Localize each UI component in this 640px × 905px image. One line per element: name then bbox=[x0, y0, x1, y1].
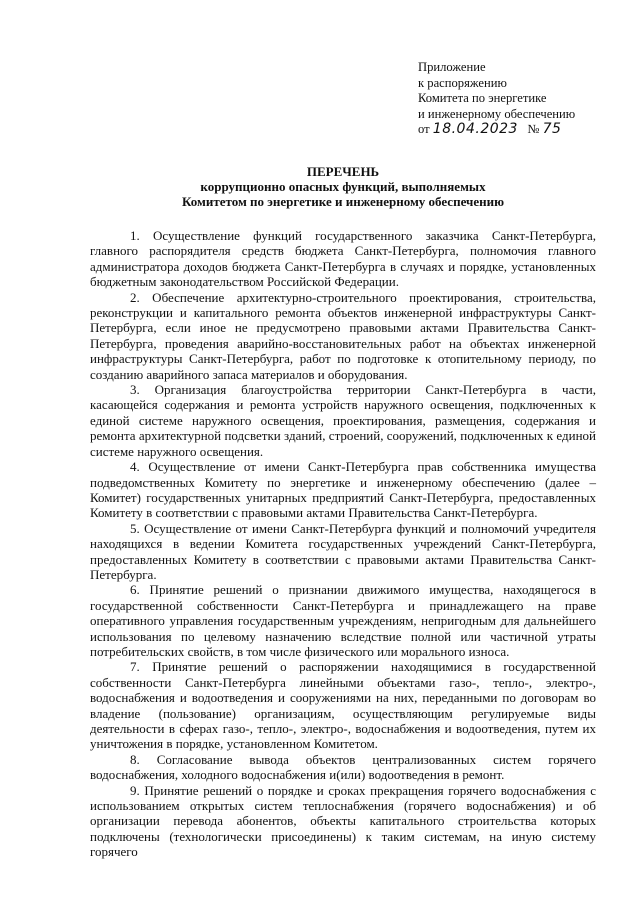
list-item-1: 1. Осуществление функций государственного заказчика Санкт-Петербурга, главного распорядителя средств бюджета Санкт-Петербурга, полномочия главного администратора доходов бюджета Санкт-Петербурга в случаях и порядке, установленных бюджетным законодательством Российской Федерации. bbox=[90, 228, 596, 290]
handwritten-number: 75 bbox=[542, 121, 562, 138]
list-item-9: 9. Принятие решений о порядке и сроках прекращения горячего водоснабжения с использованием открытых систем теплоснабжения (горячего водоснабжения) и об организации перевода абонентов, объекты капитального строительства которых подключены (технологически присоединены) к таким системам, на иную систему горячего bbox=[90, 782, 596, 860]
appendix-line-2: к распоряжению bbox=[418, 75, 507, 90]
appendix-line-3: Комитета по энергетике bbox=[418, 91, 547, 106]
document-subtitle-1: коррупционно опасных функций, выполняемых bbox=[200, 179, 486, 194]
document-title: ПЕРЕЧЕНЬ bbox=[306, 164, 380, 179]
list-item-6: 6. Принятие решений о признании движимого имущества, находящегося в государственной собственности Санкт-Петербурга и принадлежащего на праве оперативного управления государственным учреждениям, непригодным для дальнейшего использования по целевому назначению вследствие полной или частичной утраты потребительских свойств, в том числе физического или морального износа. bbox=[90, 582, 596, 659]
list-item-8: 8. Согласование вывода объектов централизованных систем горячего водоснабжения, холодного водоснабжения и(или) водоотведения в ремонт. bbox=[90, 751, 596, 783]
list-item-2: 2. Обеспечение архитектурно-строительного проектирования, строительства, реконструкции и капитального ремонта объектов инженерной инфраструктуры Санкт-Петербурга, если иное не предусмотрено правовыми актами Правительства Санкт-Петербурга, проведения аварийно-восстановительных работ на объектах инженерной инфраструктуры Санкт-Петербурга, работ по подготовке к отопительному периоду, по созданию аварийного запаса материалов и оборудования. bbox=[90, 289, 596, 382]
list-item-5: 5. Осуществление от имени Санкт-Петербурга функций и полномочий учредителя находящихся в ведении Комитета государственных учреждений Санкт-Петербурга, предоставленных Комитету в соответствии с правовыми актами Правительства Санкт-Петербурга. bbox=[90, 520, 596, 582]
number-prefix: № bbox=[527, 122, 540, 137]
date-prefix: от bbox=[418, 122, 430, 137]
list-item-4: 4. Осуществление от имени Санкт-Петербурга прав собственника имущества подведомственных Комитету по энергетике и инженерному обеспечению (далее – Комитет) государственных унитарных предприятий Санкт-Петербурга, предоставленных Комитету в соответствии с правовыми актами Правительства Санкт-Петербурга. bbox=[90, 459, 596, 521]
appendix-block bbox=[418, 60, 575, 138]
document-subtitle-2: Комитетом по энергетике и инженерному обеспечению bbox=[181, 194, 505, 209]
list-item-7: 7. Принятие решений о распоряжении находящимися в государственной собственности Санкт-Петербурга линейными объектами газо-, тепло-, электро-, водоснабжения и водоотведения и сооружениями на них, переданными по договорам во владение (пользование) организациям, осуществляющим регулируемые виды деятельности в сферах газо-, тепло-, электро-, водоснабжения и водоотведения, путем их уничтожения в порядке, установленном Комитетом. bbox=[90, 659, 596, 752]
document-heading bbox=[90, 164, 596, 209]
appendix-line-1: Приложение bbox=[418, 60, 486, 74]
appendix-line-4: и инженерному обеспечению bbox=[418, 106, 576, 121]
appendix-date-line bbox=[418, 122, 575, 138]
document-body bbox=[90, 228, 596, 860]
handwritten-date: 18.04.2023 bbox=[432, 121, 518, 138]
list-item-3: 3. Организация благоустройства территории Санкт-Петербурга в части, касающейся содержания и ремонта устройств наружного освещения, подключенных к единой системе наружного освещения, проектирования, размещения, содержания и ремонта архитектурной подсветки зданий, строений, сооружений, подключенных к единой системе наружного освещения. bbox=[90, 382, 596, 459]
